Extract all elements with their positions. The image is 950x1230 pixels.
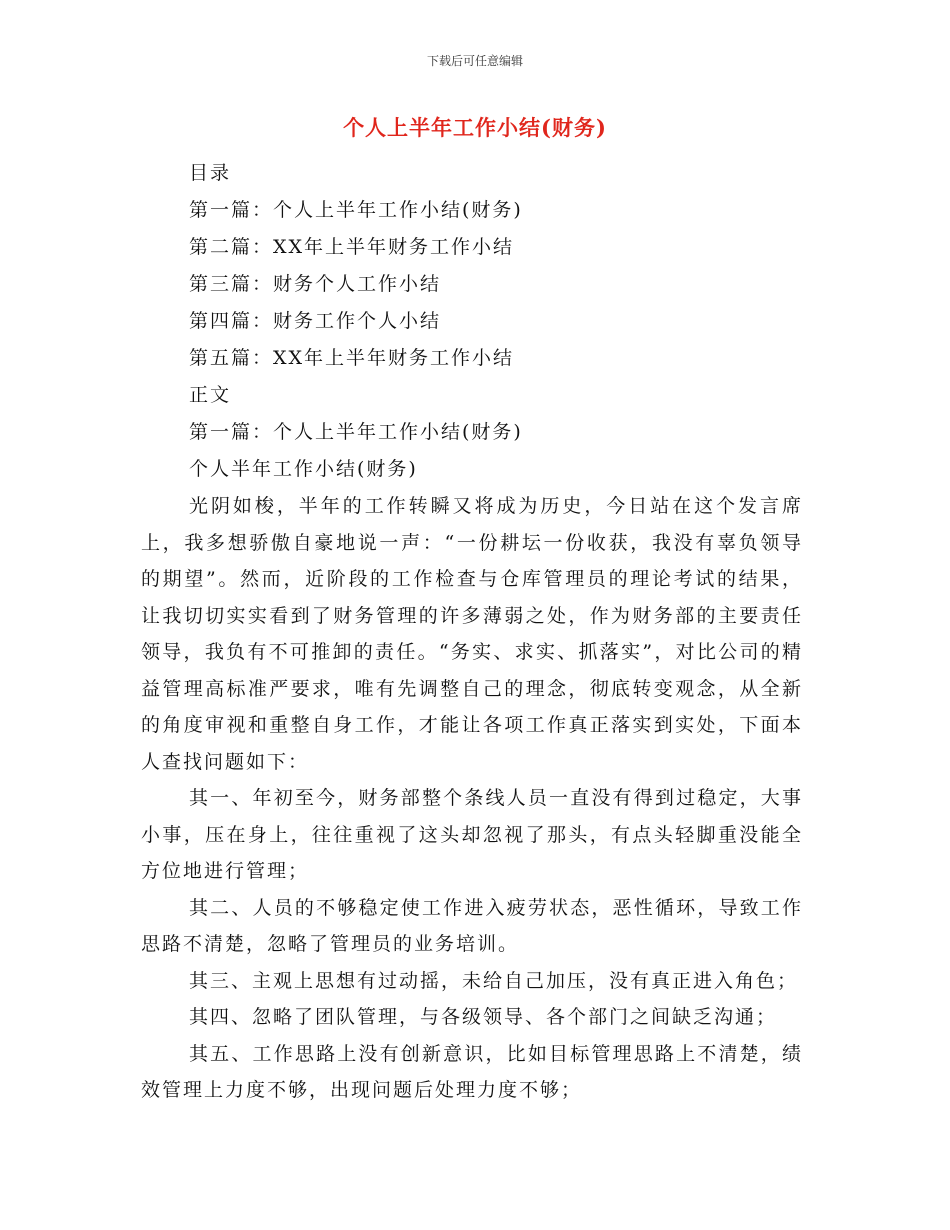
paragraph-issue-2: 其二、人员的不够稳定使工作进入疲劳状态，恶性循环，导致工作思路不清楚，忽略了管理员的业务培训。: [141, 896, 803, 955]
toc-item-2: 第二篇：XX年上半年财务工作小结: [189, 236, 515, 258]
page-header-note: 下载后可任意编辑: [426, 54, 523, 68]
toc-item-1: 第一篇：个人上半年工作小结(财务): [189, 199, 523, 221]
paragraph-issue-4: 其四、忽略了团队管理，与各级领导、各个部门之间缺乏沟通；: [189, 1006, 778, 1028]
toc-heading: 目录: [189, 162, 232, 184]
article-title: 个人半年工作小结(财务): [189, 458, 418, 480]
paragraph-issue-5: 其五、工作思路上没有创新意识，比如目标管理思路上不清楚，绩效管理上力度不够，出现问题后处理力度不够；: [141, 1042, 803, 1101]
paragraph-intro: 光阴如梭，半年的工作转瞬又将成为历史，今日站在这个发言席上，我多想骄傲自豪地说一声：“一份耕坛一份收获，我没有辜负领导的期望”。然而，近阶段的工作检查与仓库管理员的理论考试的结果，让我切切实实看到了财务管理的许多薄弱之处，作为财务部的主要责任领导，我负有不可推卸的责任。“务实、求实、抓落实”，对比公司的精益管理高标准严要求，唯有先调整自己的理念，彻底转变观念，从全新的角度审视和重整自身工作，才能让各项工作真正落实到实处，下面本人查找问题如下：: [141, 495, 803, 773]
body-text: [141, 488, 803, 1109]
paragraph-issue-1: 其一、年初至今，财务部整个条线人员一直没有得到过稳定，大事小事，压在身上，往往重视了这头却忽视了那头，有点头轻脚重没能全方位地进行管理；: [141, 787, 803, 882]
body-heading: 正文: [189, 384, 232, 406]
paragraph-issue-3: 其三、主观上思想有过动摇，未给自己加压，没有真正进入角色；: [189, 969, 799, 992]
toc-item-3: 第三篇：财务个人工作小结: [189, 273, 442, 295]
document-title: 个人上半年工作小结(财务): [343, 115, 607, 140]
table-of-contents: [189, 155, 829, 488]
section-heading: 第一篇：个人上半年工作小结(财务): [189, 421, 523, 443]
toc-item-5: 第五篇：XX年上半年财务工作小结: [189, 347, 515, 369]
toc-item-4: 第四篇：财务工作个人小结: [189, 310, 442, 332]
